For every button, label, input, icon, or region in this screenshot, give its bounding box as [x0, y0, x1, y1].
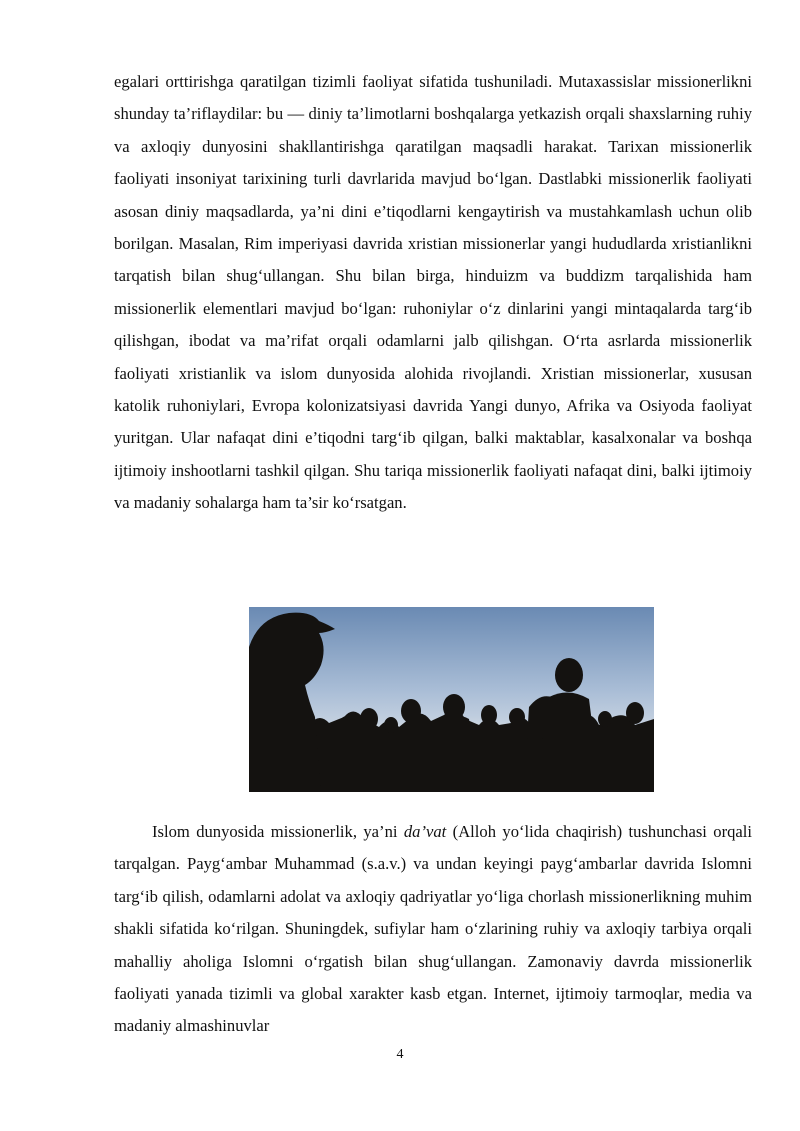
dawah-term: da’vat: [403, 822, 447, 841]
body-text-top: [114, 66, 752, 520]
page-number: 4: [396, 1047, 404, 1062]
paragraph-dawah-rest: (Alloh yo‘lida chaqirish) tushunchasi orqali tarqalgan. Payg‘ambar Muhammad (s.a.v.) va undan keyingi payg‘ambarlar davrida Islomni targ‘ib qilish, odamlarni adolat va axloqiy qadriyatlar yo‘liga chorlash missionerlikning muhim shakli sifatida ko‘rilgan. Shuningdek, sufiylar ham o‘zlarining ruhiy va axloqiy tarbiya orqali mahalliy aholiga Islomni o‘rgatish bilan shug‘ullangan. Zamonaviy davrda missionerlik faoliyati yanada tizimli va global xarakter kasb etgan. Internet, ijtimoiy tarmoqlar, media va madaniy almashinuvlar: [114, 822, 752, 1036]
paragraph-dawah: [114, 816, 752, 1043]
body-text-bottom: [114, 816, 752, 1043]
paragraph-missionary-history: egalari orttirishga qaratilgan tizimli faoliyat sifatida tushuniladi. Mutaxassislar missionerlikni shunday ta’riflaydilar: bu — diniy ta’limotlarni boshqalarga yetkazish orqali shaxslarning ruhiy va axloqiy dunyosini shakllantirishga qaratilgan maqsadli harakat. Tarixan missionerlik faoliyati insoniyat tarixining turli davrlarida mavjud bo‘lgan. Dastlabki missionerlik faoliyati asosan diniy maqsadlarda, ya’ni dini e’tiqodlarni kengaytirish va mustahkamlash uchun olib borilgan. Masalan, Rim imperiyasi davrida xristian missionerlar yangi hududlarda xristianlikni tarqatish bilan shug‘ullangan. Shu bilan birga, hinduizm va buddizm tarqalishida ham missionerlik elementlari mavjud bo‘lgan: ruhoniylar o‘z dinlarini yangi mintaqalarda targ‘ib qilishgan, ibodat va ma’rifat orqali odamlarni jalb qilishgan. O‘rta asrlarda missionerlik faoliyati xristianlik va islom dunyosida alohida rivojlandi. Xristian missionerlar, xususan katolik ruhoniylari, Evropa kolonizatsiyasi davrida Yangi dunyo, Afrika va Osiyoda faoliyat yuritgan. Ular nafaqat dini e’tiqodni targ‘ib qilgan, balki maktablar, kasalxonalar va boshqa ijtimoiy inshootlarni tashkil qilgan. Shu tariqa missionerlik faoliyati nafaqat dini, balki ijtimoiy va madaniy sohalarga ham ta’sir ko‘rsatgan.: [114, 72, 752, 513]
crowd-silhouette-image: [249, 607, 654, 792]
paragraph-dawah-start: Islom dunyosida missionerlik, ya’ni: [152, 822, 404, 841]
crowd-silhouette-photo: [249, 607, 654, 792]
